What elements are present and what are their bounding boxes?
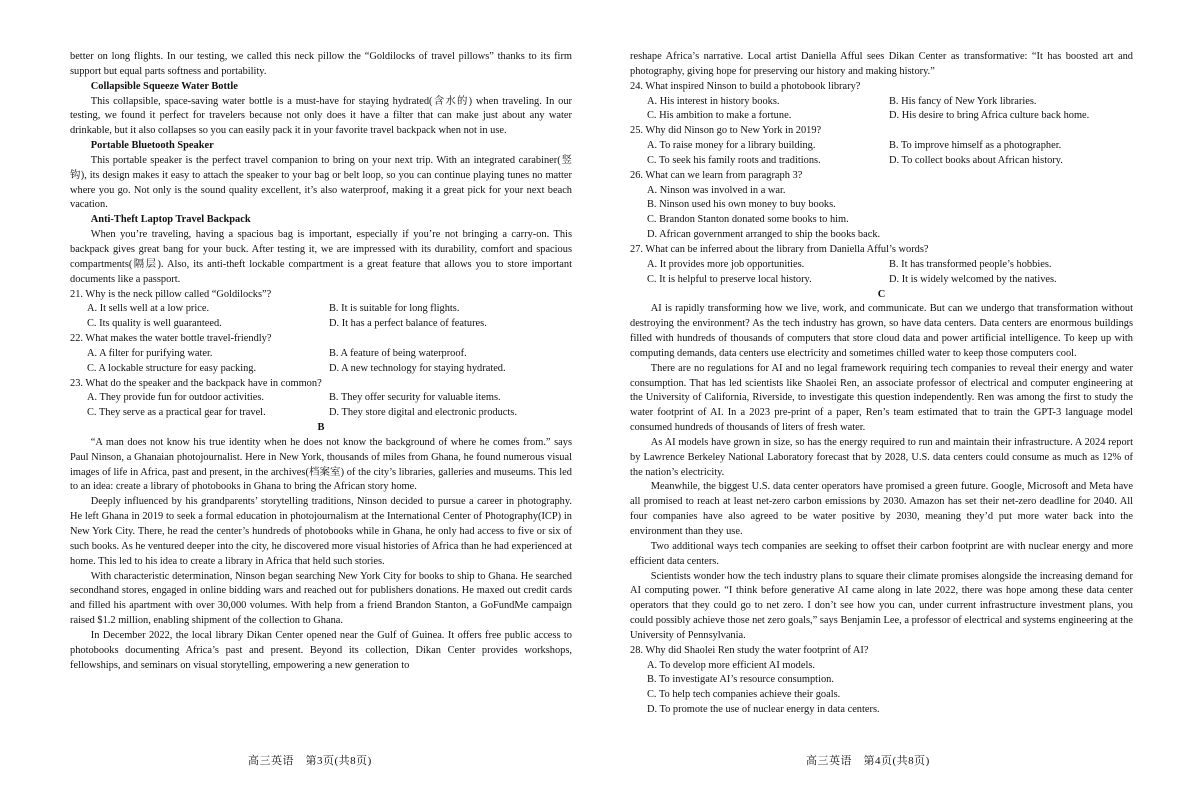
option-c: C. Brandon Stanton donated some books to him.	[647, 214, 849, 226]
option-a: A. It sells well at a low price.	[87, 303, 210, 315]
option-b: B. To investigate AI’s resource consumption.	[647, 674, 834, 686]
section-b-heading: B	[317, 422, 325, 434]
passage-c-paragraph-6: Scientists wonder how the tech industry plans to square their climate promises alongside the increasing demand for AI computing power. “I think before generative AI came along in late 2022, there was hope among these data center operators that they could go to net zero. I don’t see how you can, under current infrastructure investment plans, you could possibly achieve those net zero goals,” says Benjamin Lee, a professor of electrical and systems engineering at the University of Pennsylvania.	[630, 570, 1133, 641]
heading-speaker: Portable Bluetooth Speaker	[90, 140, 214, 152]
passage-b-paragraph-1: “A man does not know his true identity when he does not know the background of where he comes from.” says Paul Ninson, a Ghanaian photojournalist. Here in New York, thousands of miles from Ghana, he found numerous visual images of life in Africa, past and present, in the archives(档案室) of the city’s libraries, galleries and museums. This led to an idea: create a library of photobooks in Ghana to bring the African story home.	[70, 436, 572, 493]
question-28-options	[630, 659, 1133, 718]
passage-b-paragraph-4: In December 2022, the local library Dikan Center opened near the Gulf of Guinea. It offers free public access to photobooks documenting Africa’s past and present. Beyond its collection, Dikan Center provides workshops, fellowships, and seminars on visual storytelling, empowering a new generation to	[70, 629, 572, 671]
question-27: 27. What can be inferred about the library from Daniella Afful’s words?	[630, 243, 929, 255]
question-24: 24. What inspired Ninson to build a photobook library?	[630, 80, 861, 92]
option-a: A. To raise money for a library building.	[647, 140, 816, 152]
page-3-column	[70, 50, 572, 673]
option-b: B. It is suitable for long flights.	[329, 303, 460, 315]
question-24-options	[630, 95, 1133, 125]
paragraph-water-bottle: This collapsible, space-saving water bottle is a must-have for staying hydrated(含水的) when traveling. In our testing, we found it perfect for travelers because not only does it have a filter that can make just about any water drinkable, but it also collapses so you can easily pack it in your favorite travel backpack when not in use.	[70, 95, 572, 137]
option-d: D. To promote the use of nuclear energy in data centers.	[647, 704, 880, 716]
option-b: B. His fancy of New York libraries.	[889, 95, 1037, 107]
page-4-column	[630, 50, 1133, 718]
option-a: A. To develop more efficient AI models.	[647, 659, 815, 671]
option-d: D. A new technology for staying hydrated.	[329, 362, 506, 374]
passage-c-paragraph-5: Two additional ways tech companies are seeking to offset their carbon footprint are with nuclear energy and more efficient data centers.	[630, 540, 1133, 567]
option-c: C. A lockable structure for easy packing.	[87, 362, 257, 374]
option-d: D. African government arranged to ship the books back.	[647, 229, 881, 241]
question-21-options	[70, 302, 572, 332]
option-d: D. It is widely welcomed by the natives.	[889, 273, 1057, 285]
option-b: B. To improve himself as a photographer.	[889, 140, 1062, 152]
heading-backpack: Anti-Theft Laptop Travel Backpack	[90, 214, 251, 226]
page-3-footer: 高三英语 第3页(共8页)	[248, 755, 372, 767]
option-b: B. Ninson used his own money to buy books.	[647, 199, 836, 211]
passage-b-paragraph-4-continued: reshape Africa’s narrative. Local artist Daniella Afful sees Dikan Center as transformative: “It has boosted art and photography, giving hope for preserving our history and making history.”	[630, 51, 1133, 77]
passage-c-paragraph-3: As AI models have grown in size, so has the energy required to run and maintain their infrastructure. A 2024 report by Lawrence Berkeley National Laboratory forecast that by 2028, U.S. data centers could consume as much as 12% of the nation’s electricity.	[630, 436, 1133, 478]
option-d: D. To collect books about African history.	[889, 154, 1063, 166]
passage-c-paragraph-4: Meanwhile, the biggest U.S. data center operators have promised a green future. Google, Microsoft and Meta have all promised to reach at least net-zero carbon emissions by 2030. Amazon has set their net-zero deadline for 2040. All four companies have also agreed to be water positive by 2030, meaning they’d put more water back into the environment than they use.	[630, 481, 1133, 537]
section-c-heading: C	[877, 288, 886, 300]
question-25-options	[630, 139, 1133, 169]
question-27-options	[630, 258, 1133, 288]
option-d: D. They store digital and electronic products.	[329, 407, 517, 419]
option-d: D. It has a perfect balance of features.	[329, 318, 487, 330]
option-c: C. Its quality is well guaranteed.	[87, 318, 222, 330]
question-21: 21. Why is the neck pillow called “Goldilocks”?	[70, 288, 272, 300]
option-b: B. It has transformed people’s hobbies.	[889, 258, 1052, 270]
option-b: B. They offer security for valuable items.	[329, 392, 501, 404]
question-22: 22. What makes the water bottle travel-friendly?	[70, 333, 272, 345]
page-4-footer: 高三英语 第4页(共8页)	[806, 755, 930, 767]
option-c: C. They serve as a practical gear for travel.	[87, 407, 266, 419]
heading-water-bottle: Collapsible Squeeze Water Bottle	[90, 80, 238, 92]
option-a: A. A filter for purifying water.	[87, 347, 213, 359]
paragraph-backpack: When you’re traveling, having a spacious bag is important, especially if you’re not bringing a carry-on. This backpack gives great bang for your buck. After testing it, we are impressed with its durability, comfort and spacious compartments(隔层). Also, its anti-theft lockable compartment is a great feature that allows you to store important documents like a passport.	[70, 229, 572, 285]
question-23-options	[70, 391, 572, 421]
intro-paragraph: better on long flights. In our testing, we called this neck pillow the “Goldilocks of travel pillows” thanks to its firm support but equal parts softness and portability.	[70, 51, 572, 77]
option-c: C. To seek his family roots and traditions.	[647, 154, 821, 166]
question-23: 23. What do the speaker and the backpack have in common?	[70, 377, 322, 389]
option-c: C. His ambition to make a fortune.	[647, 110, 792, 122]
passage-c-paragraph-2: There are no regulations for AI and no legal framework requiring tech companies to reveal their energy and water consumption. That has led scientists like Shaolei Ren, an associate professor of electrical and computer engineering at the University of California, Riverside, to investigate this question independently. Ren was among the first to study the water footprint of AI. In a 2023 pre-print of a paper, Ren’s team estimated that to train the GPT-3 language model consumed hundreds of thousands of liters of fresh water.	[630, 362, 1133, 434]
passage-c-paragraph-1: AI is rapidly transforming how we live, work, and communicate. But can we undergo that transformation without destroying the environment? As the tech industry has grown, so have data centers. Data centers are enormous buildings filled with hundreds of thousands of computers that store cloud data and power artificial intelligence. To keep up with computing demands, data centers use electricity and sometimes chilled water to keep those computers cool.	[630, 303, 1133, 359]
option-a: A. Ninson was involved in a war.	[647, 184, 786, 196]
option-c: C. To help tech companies achieve their goals.	[647, 689, 841, 701]
question-26: 26. What can we learn from paragraph 3?	[630, 169, 803, 181]
option-a: A. His interest in history books.	[647, 95, 780, 107]
option-c: C. It is helpful to preserve local history.	[647, 273, 812, 285]
option-a: A. It provides more job opportunities.	[647, 258, 805, 270]
question-25: 25. Why did Ninson go to New York in 2019?	[630, 125, 822, 137]
paragraph-speaker: This portable speaker is the perfect travel companion to bring on your next trip. With an integrated carabiner(竖钩), its design makes it easy to attach the speaker to your bag or belt loop, so you can continue playing tunes no matter where you go. Not only is the sound quality excellent, it’s also waterproof, making it a great pick for your next beach vacation.	[70, 154, 572, 211]
option-a: A. They provide fun for outdoor activities.	[87, 392, 264, 404]
question-22-options	[70, 347, 572, 377]
option-d: D. His desire to bring Africa culture back home.	[889, 110, 1090, 122]
question-26-options	[630, 184, 1133, 243]
passage-b-paragraph-2: Deeply influenced by his grandparents’ storytelling traditions, Ninson decided to pursue a career in photography. He left Ghana in 2019 to seek a formal education in photojournalism at the International Center of Photography(ICP) in New York City. There, he read the center’s hundreds of photobooks while in Ghana, he only had access to five or six of such books. As he ventured deeper into the city, he discovered more visual histories of Africa than he had experienced at home. This led to his idea to create a library in Africa that held such stories.	[70, 496, 572, 567]
question-28: 28. Why did Shaolei Ren study the water footprint of AI?	[630, 644, 869, 656]
option-b: B. A feature of being waterproof.	[329, 347, 467, 359]
passage-b-paragraph-3: With characteristic determination, Ninson began searching New York City for books to ship to Ghana. He searched secondhand stores, engaged in online bidding wars and reached out for publishers donations. He maxed out credit cards and filled his apartment with over 30,000 volumes. With help from a friend Brandon Stanton, a GoFundMe campaign raised $1.2 million, enabling shipment of the collection to Ghana.	[70, 570, 572, 627]
